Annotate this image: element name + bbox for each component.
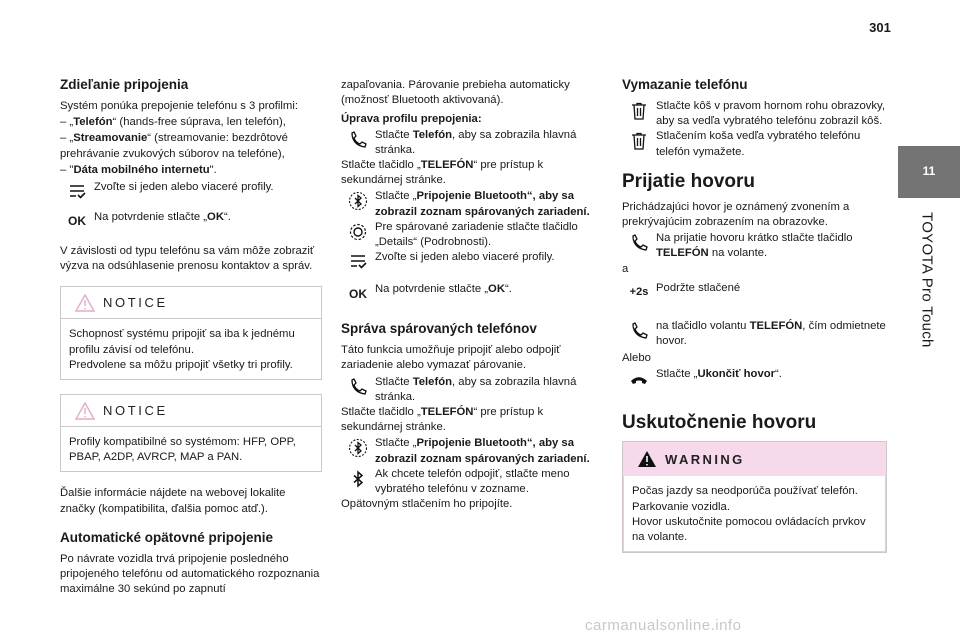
- heading-manage-phones: Správa spárovaných telefónov: [341, 321, 537, 337]
- notice-header: [61, 287, 321, 319]
- notice-body: [61, 319, 321, 379]
- step-text: Stlačte „Ukončiť hovor“.: [656, 368, 782, 381]
- bluetooth-plain-icon: [341, 467, 375, 491]
- step-row: [622, 367, 887, 391]
- step-row: [622, 319, 887, 349]
- chapter-title: TOYOTA Pro Touch: [918, 212, 936, 348]
- notice-text: Predvolene sa môžu pripojiť všetky tri profily.: [69, 358, 293, 371]
- depending-text: V závislosti od typu telefónu sa vám môže zobraziť výzva na odsúhlasenie prenosu kontaktov a správ.: [60, 245, 315, 273]
- phone-handset-icon: [341, 375, 375, 399]
- step-text: Opätovným stlačením ho pripojíte.: [341, 498, 513, 511]
- warning-header: [623, 442, 886, 476]
- step-text: Stlačte kôš v pravom hornom rohu obrazovky, aby sa vedľa vybratého telefónu zobrazil kôš.: [656, 100, 885, 128]
- step-row: [341, 250, 603, 274]
- checklist-icon: [341, 250, 375, 274]
- warning-body: [623, 476, 886, 552]
- phone-handset-icon: [341, 128, 375, 152]
- heading-make-call: Uskutočnenie hovoru: [622, 412, 817, 434]
- step-text: Zvoľte si jeden alebo viaceré profily.: [94, 181, 274, 194]
- step-text: Na prijatie hovoru krátko stlačte tlačidlo TELEFÓN na volante.: [656, 232, 853, 260]
- manage-text: Táto funkcia umožňuje pripojiť alebo odpojiť zariadenie alebo vymazať párovanie.: [341, 344, 561, 372]
- heading-auto-reconnect: Automatické opätovné pripojenie: [60, 529, 274, 545]
- step-text: Stlačením koša vedľa vybratého telefónu telefón vymažete.: [656, 130, 861, 158]
- chapter-tab[interactable]: 11: [898, 146, 960, 198]
- heading-delete-phone: Vymazanie telefónu: [622, 77, 748, 92]
- ok-icon: OK: [349, 286, 367, 301]
- phone-handset-icon: [622, 319, 656, 343]
- receive-text: Prichádzajúci hovor je oznámený zvonením a prekrývajúcim zobrazením na obrazovke.: [622, 200, 850, 229]
- step-text: Na potvrdenie stlačte „OK“.: [375, 283, 512, 296]
- warning-triangle-icon: [75, 402, 95, 420]
- heading-sharing: Zdieľanie pripojenia: [60, 77, 189, 92]
- bluetooth-icon: [341, 189, 375, 213]
- notice-text: Schopnosť systému pripojiť sa iba k jednému profilu závisí od telefónu.: [69, 328, 295, 356]
- step-text: Stlačte Telefón, aby sa zobrazila hlavná stránka.: [375, 375, 577, 403]
- trash-icon: [622, 129, 656, 153]
- step-row: [60, 180, 322, 204]
- intro-text: Systém ponúka prepojenie telefónu s 3 profilmi:: [60, 100, 298, 112]
- step-row: [341, 282, 603, 306]
- column-3: [622, 70, 887, 567]
- step-text: Stlačte „Pripojenie Bluetooth“, aby sa zobrazil zoznam spárovaných zariadení.: [375, 437, 590, 465]
- notice-text: Profily kompatibilné so systémom: HFP, OPP, PBAP, A2DP, AVRCP, MAP a PAN.: [69, 436, 296, 464]
- step-row: [622, 129, 887, 159]
- warning-text: Počas jazdy sa neodporúča používať telefón.: [632, 485, 858, 498]
- column-1: [60, 70, 322, 601]
- page-number: 301: [869, 20, 891, 35]
- list-item: – „Streamovanie“ (streamovanie: bezdrôtové prehrávanie zvukových súborov na telefóne),: [60, 132, 288, 160]
- warning-text: Parkovanie vozidla.: [632, 500, 730, 513]
- notice-box: [60, 286, 322, 380]
- hang-up-icon: [622, 367, 656, 391]
- ok-icon: OK: [68, 214, 86, 229]
- continued-text: zapaľovania. Párovanie prebieha automaticky (možnosť Bluetooth aktivovaná).: [341, 79, 570, 107]
- step-row: [60, 210, 322, 234]
- step-text: Stlačte tlačidlo „TELEFÓN“ pre prístup k sekundárnej stránke.: [341, 159, 544, 187]
- step-text: Pre spárované zariadenie stlačte tlačidlo „Details“ (Podrobnosti).: [375, 220, 578, 249]
- step-row: [622, 231, 887, 261]
- trash-icon: [622, 99, 656, 123]
- checklist-icon: [60, 180, 94, 204]
- notice-body: [61, 427, 321, 471]
- hold-2s-icon: +2s: [629, 286, 649, 299]
- warning-text: Hovor uskutočnite pomocou ovládacích prvkov na volante.: [632, 515, 866, 544]
- warning-label: WARNING: [665, 451, 745, 467]
- footer-watermark: carmanualsonline.info: [585, 617, 742, 634]
- heading-profile-edit: Úprava profilu prepojenia:: [341, 113, 482, 126]
- step-row: [341, 220, 603, 250]
- notice-box: [60, 394, 322, 472]
- step-row: [622, 99, 887, 129]
- heading-receive-call: Prijatie hovoru: [622, 170, 756, 192]
- step-row: [341, 128, 603, 158]
- warning-triangle-icon: [637, 450, 657, 468]
- step-row: [341, 467, 603, 497]
- step-text: Stlačte Telefón, aby sa zobrazila hlavná stránka.: [375, 128, 577, 156]
- step-text: Stlačte tlačidlo „TELEFÓN“ pre prístup k sekundárnej stránke.: [341, 406, 544, 434]
- notice-header: [61, 395, 321, 427]
- list-item: – „Telefón“ (hands-free súprava, len telefón),: [60, 116, 286, 129]
- column-2: [341, 78, 603, 513]
- step-row: [341, 375, 603, 405]
- notice-label: NOTICE: [103, 402, 168, 418]
- auto-text: Po návrate vozidla trvá pripojenie posledného pripojeného telefónu od automatického rozpoznania maximálne 30 sekúnd po zapnutí: [60, 552, 320, 596]
- warning-triangle-icon: [75, 294, 95, 312]
- notice-label: NOTICE: [103, 295, 168, 311]
- phone-handset-icon: [622, 231, 656, 255]
- step-text: Stlačte „Pripojenie Bluetooth“, aby sa zobrazil zoznam spárovaných zariadení.: [375, 190, 590, 218]
- step-text: Zvoľte si jeden alebo viaceré profily.: [375, 251, 555, 264]
- step-row: [622, 281, 887, 305]
- warning-box: [622, 441, 887, 553]
- more-info-text: Ďalšie informácie nájdete na webovej lokalite značky (kompatibilita, ďalšia pomoc atď.).: [60, 487, 286, 515]
- step-text: Podržte stlačené: [656, 281, 741, 294]
- bluetooth-icon: [341, 436, 375, 460]
- step-text: na tlačidlo volantu TELEFÓN, čím odmietnete hovor.: [656, 319, 886, 348]
- step-text: Na potvrdenie stlačte „OK“.: [94, 211, 231, 224]
- step-row: [341, 189, 603, 219]
- step-text: Ak chcete telefón odpojiť, stlačte meno vybratého telefónu v zozname.: [375, 467, 570, 496]
- list-item: – "Dáta mobilného internetu".: [60, 163, 217, 176]
- or-text: a: [622, 262, 629, 275]
- details-gear-icon: [341, 220, 375, 244]
- step-row: [341, 436, 603, 466]
- or-text: Alebo: [622, 352, 651, 365]
